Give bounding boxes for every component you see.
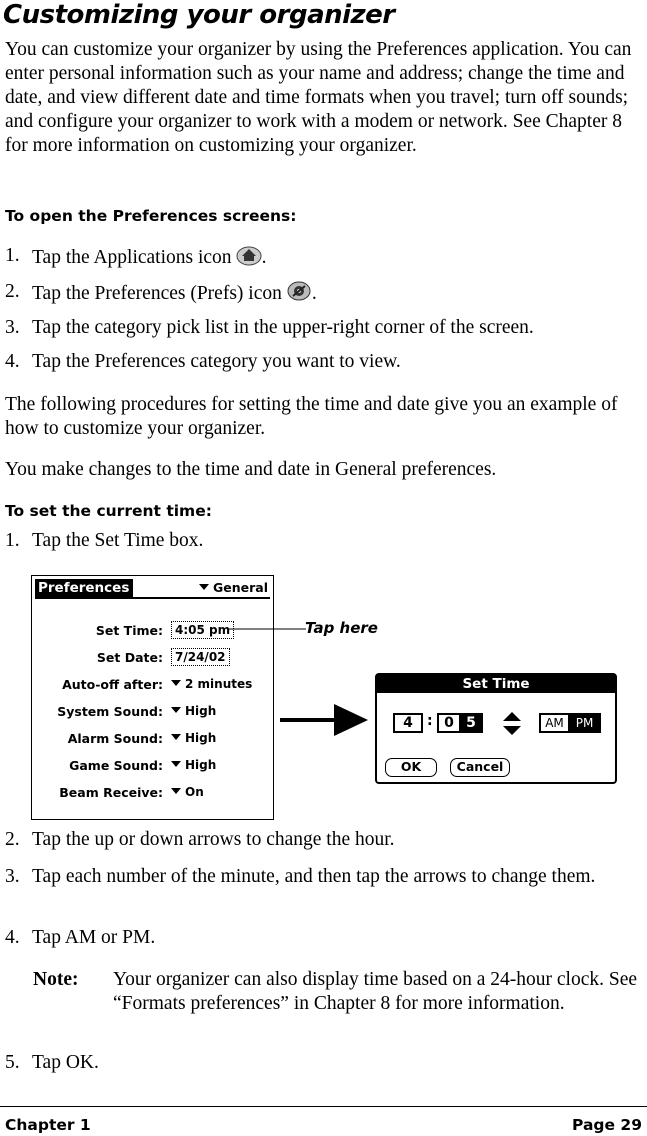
triangle-down-icon — [171, 761, 181, 767]
set-time-step-2 — [5, 828, 641, 852]
row-label: Auto-off after: — [62, 677, 163, 692]
set-time-box[interactable]: 4:05 pm — [171, 621, 234, 639]
callout-line — [228, 618, 308, 634]
footer-divider — [0, 1106, 647, 1107]
row-label: System Sound: — [57, 704, 163, 719]
set-time-step-1 — [5, 529, 641, 553]
step-text: Tap the category pick list in the upper-right corner of the screen. — [32, 317, 534, 338]
set-time-step-3 — [5, 865, 641, 889]
row-value: High — [185, 704, 217, 718]
step-text: Tap OK. — [32, 1052, 99, 1073]
general-prefs-paragraph: You make changes to the time and date in General preferences. — [5, 459, 497, 480]
hour-box[interactable]: 4 — [393, 713, 423, 733]
note-text: Your organizer can also display time based on a 24-hour clock. See “Formats preferences” in Chapter 8 for more information. — [113, 969, 638, 1014]
footer-page-number: Page 29 — [572, 1116, 642, 1134]
set-time-step-5 — [5, 1051, 641, 1075]
step-text: Tap the Preferences (Prefs) icon — [32, 283, 282, 304]
category-label: General — [213, 580, 268, 595]
row-label: Set Date: — [96, 650, 163, 665]
row-value: 2 minutes — [185, 677, 253, 691]
system-sound-row — [32, 702, 271, 722]
row-label: Alarm Sound: — [67, 731, 163, 746]
open-step-3 — [5, 316, 641, 340]
alarm-sound-row — [32, 729, 271, 749]
game-sound-row — [32, 756, 271, 776]
step-number: 4. — [5, 927, 20, 948]
open-prefs-heading: To open the Preferences screens: — [5, 207, 297, 225]
set-time-heading: To set the current time: — [5, 502, 212, 520]
auto-off-row — [32, 675, 271, 695]
row-label: Game Sound: — [69, 758, 163, 773]
triangle-down-icon — [171, 707, 181, 713]
beam-receive-picklist[interactable] — [171, 785, 204, 799]
step-number: 5. — [5, 1052, 20, 1073]
beam-receive-row — [32, 783, 271, 803]
time-separator: : — [427, 713, 433, 729]
row-value: On — [185, 785, 204, 799]
step-number: 3. — [5, 866, 20, 887]
step-text: Tap each number of the minute, and then tap the arrows to change them. — [32, 866, 596, 887]
category-picklist[interactable] — [199, 580, 268, 595]
alarm-sound-picklist[interactable] — [171, 731, 216, 745]
open-step-2 — [5, 280, 641, 309]
ok-button[interactable]: OK — [385, 758, 437, 777]
arrow-right-icon — [280, 702, 370, 742]
dialog-title: Set Time — [377, 675, 615, 693]
step-text: Tap the Set Time box. — [32, 530, 204, 551]
step-number: 1. — [5, 245, 20, 266]
up-down-arrows-icon[interactable] — [502, 711, 522, 737]
triangle-down-icon — [199, 584, 209, 590]
step-number: 2. — [5, 281, 20, 302]
home-icon — [236, 244, 262, 273]
open-step-1 — [5, 244, 641, 273]
preferences-screen — [31, 575, 274, 820]
step-suffix: . — [311, 283, 317, 304]
triangle-down-icon — [171, 788, 181, 794]
minute-tens-box[interactable]: 0 — [437, 713, 461, 733]
tap-here-callout: Tap here — [305, 619, 378, 637]
game-sound-picklist[interactable] — [171, 758, 216, 772]
step-number: 4. — [5, 351, 20, 372]
step-suffix: . — [261, 247, 267, 268]
prefs-icon — [286, 280, 312, 309]
step-text: Tap the Preferences category you want to view. — [32, 351, 401, 372]
set-time-dialog — [375, 673, 617, 784]
row-value: High — [185, 731, 217, 745]
set-time-step-4 — [5, 926, 641, 950]
page-title: Customizing your organizer — [3, 0, 395, 30]
step-text: Tap the Applications icon — [32, 247, 232, 268]
footer-chapter: Chapter 1 — [5, 1116, 91, 1134]
system-sound-picklist[interactable] — [171, 704, 216, 718]
procedures-paragraph: The following procedures for setting the time and date give you an example of how to customize your organizer. — [5, 394, 618, 439]
cancel-button[interactable]: Cancel — [450, 758, 510, 777]
intro-paragraph: You can customize your organizer by using the Preferences application. You can enter personal information such as your name and address; change the time and date, and view different date and time formats when you travel; turn off sounds; and configure your organizer to work with a modem or network. See Chapter 8 for more information on customizing your organizer. — [5, 39, 632, 156]
row-value: High — [185, 758, 217, 772]
step-number: 3. — [5, 317, 20, 338]
step-number: 1. — [5, 530, 20, 551]
row-label: Beam Receive: — [59, 785, 163, 800]
step-number: 2. — [5, 829, 20, 850]
set-date-box[interactable]: 7/24/02 — [171, 648, 230, 666]
triangle-down-icon — [171, 734, 181, 740]
note-label: Note: — [33, 969, 79, 990]
set-date-row — [32, 648, 271, 668]
open-step-4 — [5, 350, 641, 374]
step-text: Tap AM or PM. — [32, 927, 156, 948]
triangle-down-icon — [171, 680, 181, 686]
row-label: Set Time: — [95, 623, 163, 638]
auto-off-picklist[interactable] — [171, 677, 252, 691]
pm-button[interactable]: PM — [568, 713, 601, 733]
step-text: Tap the up or down arrows to change the hour. — [32, 829, 395, 850]
minute-ones-box[interactable]: 5 — [459, 713, 483, 733]
title-underline — [35, 597, 270, 599]
am-button[interactable]: AM — [539, 713, 570, 733]
preferences-screen-title: Preferences — [35, 579, 133, 598]
